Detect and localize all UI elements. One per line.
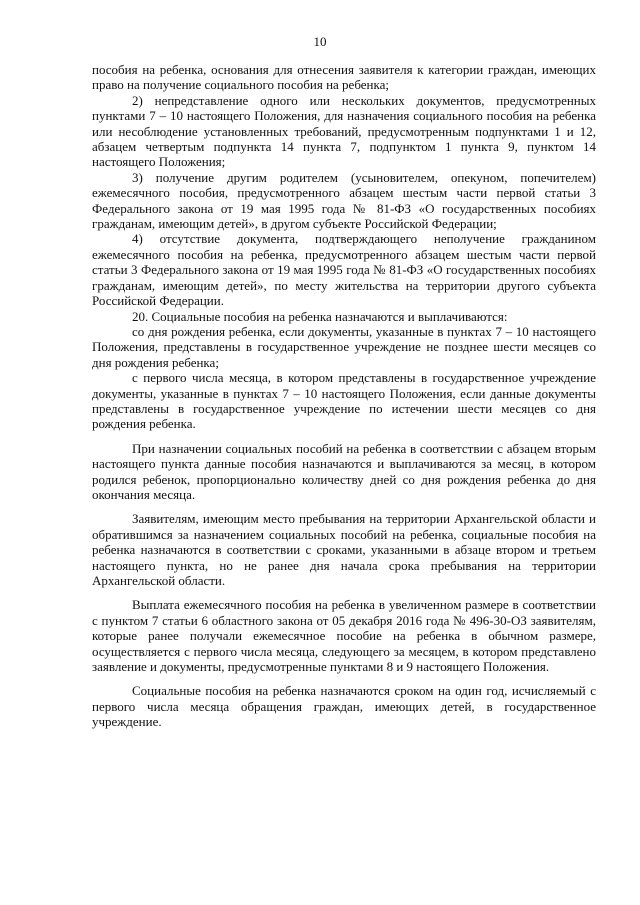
- page-number: 10: [313, 34, 327, 49]
- document-body: [92, 62, 596, 730]
- paragraph-clause-20: 20. Социальные пособия на ребенка назначаются и выплачиваются:: [132, 308, 508, 324]
- paragraph-temporary-residence: Заявителям, имеющим место пребывания на территории Архангельской области и обратившимся за назначением социальных пособий на ребенка, социальные пособия на ребенка назначаются в соответствии с сроками, указанными в абзаце втором и третьем настоящего пункта, но не ранее дня начала срока пребывания на территории Архангельской области.: [92, 511, 596, 588]
- paragraph-term: Социальные пособия на ребенка назначаются сроком на один год, исчисляемый с первого числа месяца обращения граждан, имеющих детей, в государственное учреждение.: [92, 683, 596, 730]
- paragraph-item-2: 2) непредставление одного или нескольких документов, предусмотренных пунктами 7 – 10 настоящего Положения, для назначения социального пособия на ребенка или несоблюдение установленных требований, предусмотренным подпунктами 1 и 12, абзацем четвертым подпункта 14 пункта 7, подпунктом 1 пункта 9, пунктом 14 настоящего Положения;: [92, 92, 596, 170]
- paragraph-proportional-payment: При назначении социальных пособий на ребенка в соответствии с абзацем вторым настоящего пункта данные пособия назначаются и выплачиваются за месяц, в котором родился ребенок, пропорционально количеству дней со дня рождения ребенка до дня окончания месяца.: [92, 440, 596, 502]
- paragraph-birth-date: со дня рождения ребенка, если документы, указанные в пунктах 7 – 10 настоящего Положения, представлены в государственное учреждение не позднее шести месяцев со дня рождения ребенка;: [92, 323, 596, 370]
- paragraph-continuation: пособия на ребенка, основания для отнесения заявителя к категории граждан, имеющих право на получение социального пособия на ребенка;: [92, 62, 596, 93]
- paragraph-item-4: 4) отсутствие документа, подтверждающего неполучение гражданином ежемесячного пособия на ребенка, предусмотренного абзацем шестым части первой статьи 3 Федерального закона от 19 мая 1995 года № 81-ФЗ «О государственных пособиях гражданам, имеющим детей», по месту жительства на территории другого субъекта Российской Федерации.: [92, 231, 596, 309]
- paragraph-increased-payment: Выплата ежемесячного пособия на ребенка в увеличенном размере в соответствии с пунктом 7 статьи 6 областного закона от 05 декабря 2016 года № 496-30-ОЗ заявителям, которые ранее получали ежемесячное пособие на ребенка в обычном размере, осуществляется с первого числа месяца, следующего за месяцем, в котором представлено заявление и документы, предусмотренные пунктами 8 и 9 настоящего Положения.: [92, 597, 596, 675]
- paragraph-item-3: 3) получение другим родителем (усыновителем, опекуном, попечителем) ежемесячного пособия, предусмотренного абзацем шестым части первой статьи 3 Федерального закона от 19 мая 1995 года № 81-ФЗ «О государственных пособиях гражданам, имеющим детей», в другом субъекте Российской Федерации;: [92, 169, 596, 232]
- paragraph-first-day-of-month: с первого числа месяца, в котором представлены в государственное учреждение документы, указанные в пунктах 7 – 10 настоящего Положения, если данные документы представлены в государственное учреждение по истечении шести месяцев со дня рождения ребенка.: [92, 370, 596, 432]
